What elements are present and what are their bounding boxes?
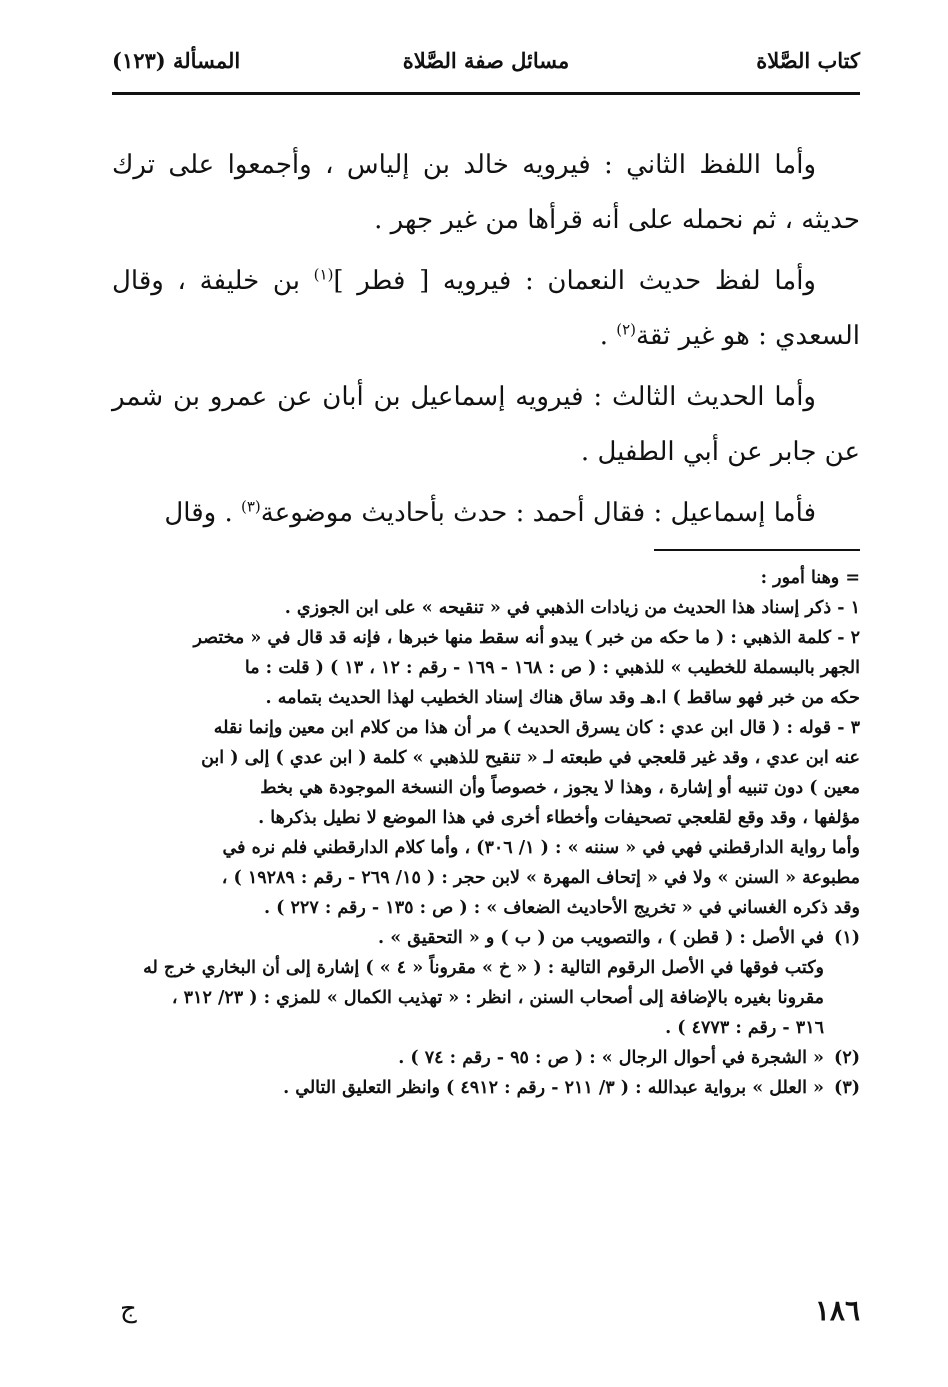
paragraph-text: . وقال xyxy=(164,498,241,528)
paragraph-text: وأما لفظ حديث النعمان : فيرويه [ فطر ] xyxy=(333,266,816,296)
page-footer xyxy=(112,1294,860,1334)
footnote-ref-1[interactable]: (١) xyxy=(313,265,334,284)
paragraph-numan-hadith xyxy=(112,254,860,364)
footnote-line: ٣١٦ - رقم : ٤٧٧٣ ) . xyxy=(665,1018,824,1038)
paragraph-text: بن خليفة ، وقال السعدي : هو غير ثقة xyxy=(112,266,860,351)
footnote-line: عنه ابن عدي ، وقد غير قلعجي في طبعته لـ « تنقيح للذهبي » كلمة ( ابن عدي ) إلى ( ابن xyxy=(201,748,860,768)
footnote-2-mark: (٢) xyxy=(834,1048,860,1068)
footnote-line: مؤلفها ، وقد وقع لقلعجي تصحيفات وأخطاء أخرى في هذا الموضع لا نطيل بذكرها . xyxy=(258,808,860,828)
footnote-line: وكتب فوقها في الأصل الرقوم التالية : ( « خ » مقروناً « ٤ » ) إشارة إلى أن البخاري خرج له xyxy=(143,958,824,978)
footnote-line: حكه من خبر فهو ساقط ) ا.هـ وقد ساق هناك إسناد الخطيب لهذا الحديث بتمامه . xyxy=(265,688,860,708)
footnote-line: وقد ذكره الغساني في « تخريج الأحاديث الضعاف » : ( ص : ١٣٥ - رقم : ٢٢٧ ) . xyxy=(263,898,860,918)
footnote-line: وأما رواية الدارقطني فهي في « سننه » : ( ١/ ٣٠٦) ، وأما كلام الدارقطني فلم نره في xyxy=(222,838,860,858)
paragraph-text: فأما إسماعيل : فقال أحمد : حدث بأحاديث موضوعة xyxy=(260,498,816,528)
footnote-divider xyxy=(654,549,860,551)
footnote-1-body xyxy=(112,923,824,1043)
footnote-3-body xyxy=(112,1073,824,1103)
footnote-2-body xyxy=(112,1043,824,1073)
footnote-line: « الشجرة في أحوال الرجال » : ( ص : ٩٥ - رقم : ٧٤ ) . xyxy=(398,1048,824,1068)
page-number: ١٨٦ xyxy=(814,1294,860,1327)
footnote-line: معين ) دون تنبيه أو إشارة ، وهذا لا يجوز ، خصوصاً وأن النسخة الموجودة هي بخط xyxy=(260,778,860,798)
footnote-line: مطبوعة « السنن » ولا في « إتحاف المهرة » لابن حجر : ( ١٥/ ٢٦٩ - رقم : ١٩٢٨٩ ) ، xyxy=(221,868,860,888)
header-section-title: مسائل صفة الصَّلاة xyxy=(402,48,570,73)
paragraph-ismail xyxy=(112,486,860,541)
footnote-line: في الأصل : ( قطن ) ، والتصويب من ( ب ) و « التحقيق » . xyxy=(378,928,824,948)
running-header xyxy=(112,48,860,88)
footnote-line: ٢ - كلمة الذهبي : ( ما حكه من خبر ) يبدو أنه سقط منها خبرها ، فإنه قد قال في « مختصر xyxy=(193,628,860,648)
footnote-line: ١ - ذكر إسناد هذا الحديث من زيادات الذهبي في « تنقيحه » على ابن الجوزي . xyxy=(284,598,860,618)
signature-mark: ج xyxy=(120,1294,137,1324)
header-book-title: كتاب الصَّلاة xyxy=(756,48,860,73)
footnote-ref-2[interactable]: (٢) xyxy=(616,320,637,339)
footnote-line: = وهنا أمور : xyxy=(760,568,860,588)
footnote-continuation xyxy=(112,563,860,923)
header-issue-number: المسألة (١٢٣) xyxy=(112,48,241,73)
footnote-1-mark: (١) xyxy=(834,928,860,948)
footnote-3-mark: (٣) xyxy=(834,1078,860,1098)
footnote-line: ٣ - قوله : ( قال ابن عدي : كان يسرق الحديث ) مر أن هذا من كلام ابن معين وإنما نقله xyxy=(213,718,860,738)
footnote-2 xyxy=(112,1043,860,1073)
footnote-line: « العلل » برواية عبدالله : ( ٣/ ٢١١ - رقم : ٤٩١٢ ) وانظر التعليق التالي . xyxy=(283,1078,824,1098)
footnote-line: مقرونا بغيره بالإضافة إلى أصحاب السنن ، انظر : « تهذيب الكمال » للمزي : ( ٢٣/ ٣١٢ ، xyxy=(171,988,824,1008)
footnote-line: الجهر بالبسملة للخطيب » للذهبي : ( ص : ١٦٨ - ١٦٩ - رقم : ١٢ ، ١٣ ) ( قلت : ما xyxy=(244,658,860,678)
header-divider xyxy=(112,92,860,95)
paragraph-text: . xyxy=(599,321,617,351)
footnote-1 xyxy=(112,923,860,1043)
footnote-3 xyxy=(112,1073,860,1103)
footnotes xyxy=(112,563,860,1103)
footnote-ref-3[interactable]: (٣) xyxy=(240,497,261,516)
main-text xyxy=(112,138,860,547)
paragraph-third-hadith: وأما الحديث الثالث : فيرويه إسماعيل بن أبان عن عمرو بن شمر عن جابر عن أبي الطفيل . xyxy=(112,382,860,467)
paragraph-second-wording: وأما اللفظ الثاني : فيرويه خالد بن إلياس ، وأجمعوا على ترك حديثه ، ثم نحمله على أنه قرأها من غير جهر . xyxy=(112,150,860,235)
